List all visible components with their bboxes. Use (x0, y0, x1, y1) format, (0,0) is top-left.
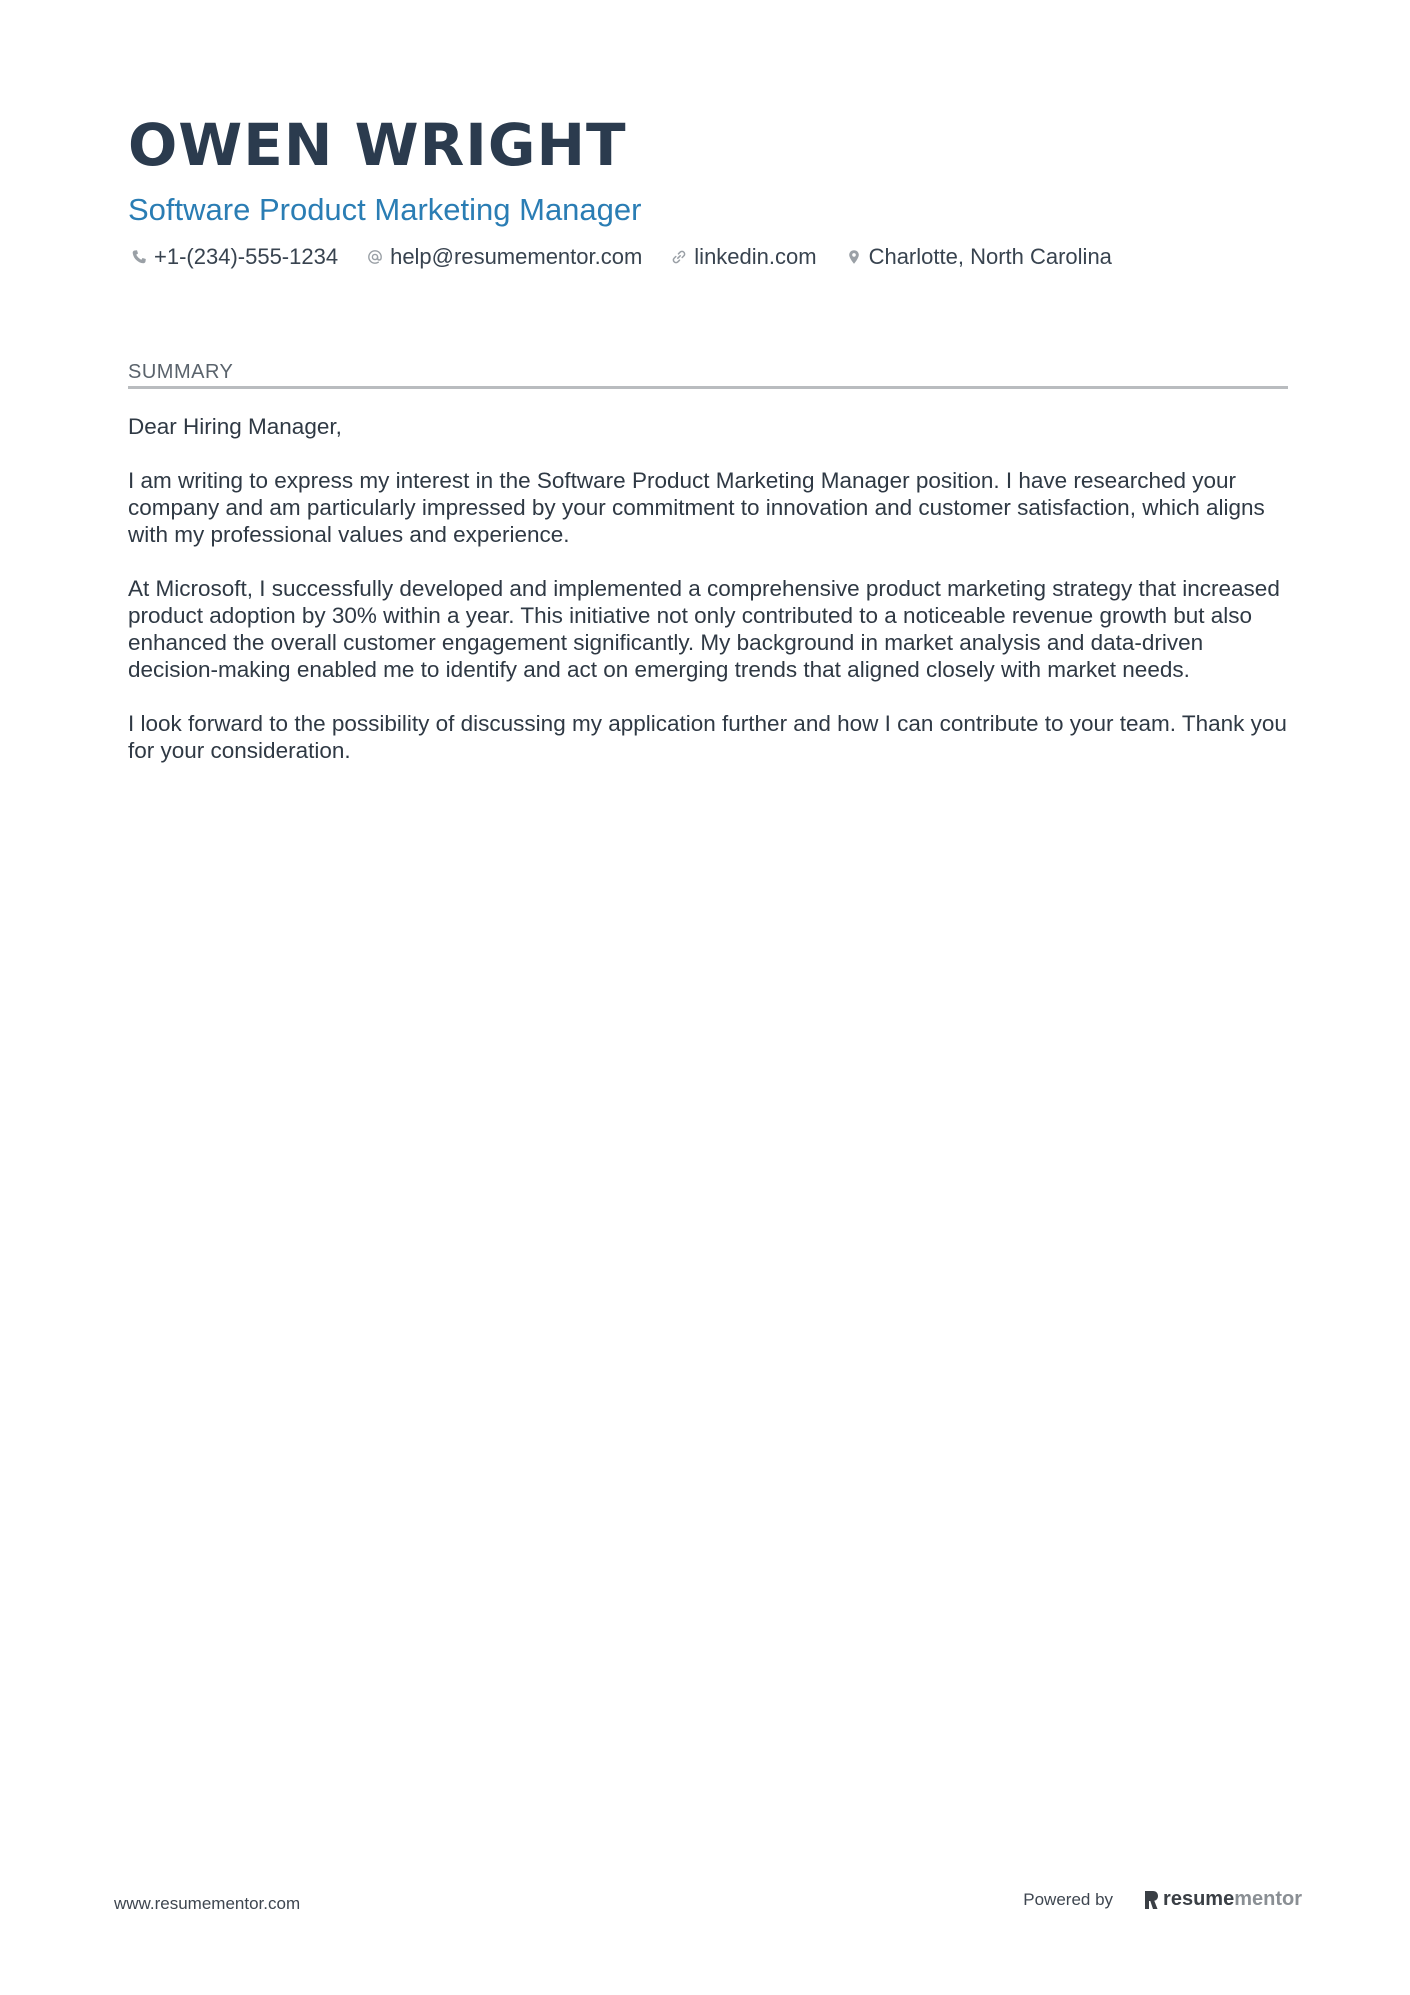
salutation: Dear Hiring Manager, (128, 414, 342, 439)
section-heading: SUMMARY (128, 360, 1288, 389)
summary-section (128, 360, 1288, 791)
paragraph: I look forward to the possibility of discussing my application further and how I can contribute to your team. Thank you for your consideration. (128, 711, 1287, 763)
paragraph: At Microsoft, I successfully developed and implemented a comprehensive product marketing strategy that increased product adoption by 30% within a year. This initiative not only contributed to a noticeable revenue growth but also enhanced the overall customer engagement significantly. My background in market analysis and data-driven decision-making enabled me to identify and act on emerging trends that aligned closely with market needs. (128, 576, 1280, 682)
location-text: Charlotte, North Carolina (868, 244, 1112, 269)
resumementor-logo-icon (1143, 1890, 1159, 1910)
contact-row (128, 244, 1138, 270)
footer-website[interactable]: www.resumementor.com (114, 1894, 301, 1913)
phone-text: +1-(234)-555-1234 (154, 244, 339, 269)
link-icon (668, 246, 690, 268)
at-icon (364, 246, 386, 268)
candidate-name: OWEN WRIGHT (128, 111, 627, 179)
contact-phone (128, 244, 338, 270)
brand-name-light: mentor (1234, 1888, 1302, 1910)
powered-by-label: Powered by (1023, 1889, 1114, 1909)
location-pin-icon (843, 246, 865, 268)
brand-logo[interactable] (1143, 1888, 1302, 1911)
footer-branding (1023, 1888, 1302, 1911)
email-text: help@resumementor.com (390, 244, 643, 269)
contact-location (843, 244, 1112, 270)
header (128, 112, 1288, 228)
paragraph: I am writing to express my interest in the Software Product Marketing Manager position. I have researched your company and am particularly impressed by your commitment to innovation and customer satisfaction, which aligns with my professional values and experience. (128, 468, 1265, 547)
linkedin-text: linkedin.com (694, 244, 817, 269)
contact-email (364, 244, 642, 270)
job-title: Software Product Marketing Manager (128, 192, 642, 227)
brand-name-bold: resume (1163, 1888, 1235, 1910)
contact-linkedin (668, 244, 816, 270)
summary-body (128, 413, 1288, 764)
phone-icon (128, 246, 150, 268)
